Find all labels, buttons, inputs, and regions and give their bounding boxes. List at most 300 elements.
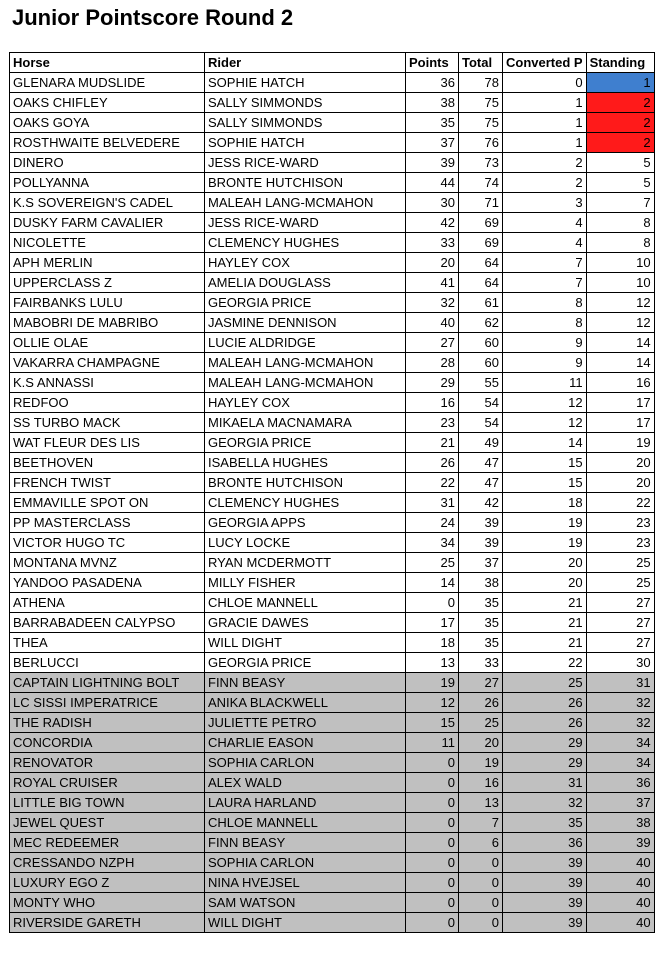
- horse-cell: OLLIE OLAE: [10, 333, 205, 353]
- standing-cell: 32: [586, 693, 654, 713]
- table-row: [10, 293, 655, 313]
- column-header-total: Total: [459, 53, 503, 73]
- points-cell: 36: [406, 73, 459, 93]
- table-row: [10, 393, 655, 413]
- points-cell: 25: [406, 553, 459, 573]
- rider-cell: FINN BEASY: [205, 833, 406, 853]
- horse-cell: MEC REDEEMER: [10, 833, 205, 853]
- points-cell: 0: [406, 873, 459, 893]
- converted-cell: 9: [503, 333, 587, 353]
- table-row: [10, 593, 655, 613]
- table-row: [10, 873, 655, 893]
- total-cell: 0: [459, 913, 503, 933]
- results-table: [9, 52, 655, 933]
- rider-cell: CHLOE MANNELL: [205, 593, 406, 613]
- rider-cell: BRONTE HUTCHISON: [205, 173, 406, 193]
- rider-cell: GEORGIA PRICE: [205, 653, 406, 673]
- table-row: [10, 733, 655, 753]
- total-cell: 6: [459, 833, 503, 853]
- column-header-rider: Rider: [205, 53, 406, 73]
- standing-cell: 23: [586, 513, 654, 533]
- horse-cell: CAPTAIN LIGHTNING BOLT: [10, 673, 205, 693]
- horse-cell: WAT FLEUR DES LIS: [10, 433, 205, 453]
- horse-cell: MONTY WHO: [10, 893, 205, 913]
- total-cell: 76: [459, 133, 503, 153]
- points-cell: 0: [406, 833, 459, 853]
- converted-cell: 20: [503, 553, 587, 573]
- standing-cell: 34: [586, 733, 654, 753]
- standing-cell: 27: [586, 613, 654, 633]
- standing-cell: 2: [586, 93, 654, 113]
- points-cell: 0: [406, 893, 459, 913]
- rider-cell: CLEMENCY HUGHES: [205, 233, 406, 253]
- standing-cell: 40: [586, 913, 654, 933]
- rider-cell: RYAN MCDERMOTT: [205, 553, 406, 573]
- rider-cell: JASMINE DENNISON: [205, 313, 406, 333]
- total-cell: 35: [459, 613, 503, 633]
- horse-cell: OAKS CHIFLEY: [10, 93, 205, 113]
- converted-cell: 22: [503, 653, 587, 673]
- converted-cell: 1: [503, 133, 587, 153]
- converted-cell: 2: [503, 173, 587, 193]
- horse-cell: RIVERSIDE GARETH: [10, 913, 205, 933]
- horse-cell: MABOBRI DE MABRIBO: [10, 313, 205, 333]
- total-cell: 39: [459, 513, 503, 533]
- standing-cell: 10: [586, 273, 654, 293]
- horse-cell: EMMAVILLE SPOT ON: [10, 493, 205, 513]
- converted-cell: 39: [503, 873, 587, 893]
- total-cell: 16: [459, 773, 503, 793]
- total-cell: 39: [459, 533, 503, 553]
- converted-cell: 19: [503, 533, 587, 553]
- table-row: [10, 653, 655, 673]
- column-header-converted: Converted P: [503, 53, 587, 73]
- converted-cell: 39: [503, 853, 587, 873]
- points-cell: 35: [406, 113, 459, 133]
- points-cell: 0: [406, 813, 459, 833]
- horse-cell: FAIRBANKS LULU: [10, 293, 205, 313]
- points-cell: 44: [406, 173, 459, 193]
- rider-cell: SOPHIE HATCH: [205, 73, 406, 93]
- converted-cell: 26: [503, 693, 587, 713]
- table-row: [10, 373, 655, 393]
- rider-cell: JULIETTE PETRO: [205, 713, 406, 733]
- standing-cell: 7: [586, 193, 654, 213]
- total-cell: 35: [459, 593, 503, 613]
- table-row: [10, 433, 655, 453]
- rider-cell: GEORGIA PRICE: [205, 293, 406, 313]
- total-cell: 42: [459, 493, 503, 513]
- table-row: [10, 193, 655, 213]
- header-row: [10, 53, 655, 73]
- table-row: [10, 233, 655, 253]
- standing-cell: 25: [586, 573, 654, 593]
- horse-cell: VICTOR HUGO TC: [10, 533, 205, 553]
- standing-cell: 1: [586, 73, 654, 93]
- rider-cell: ALEX WALD: [205, 773, 406, 793]
- standing-cell: 10: [586, 253, 654, 273]
- table-row: [10, 493, 655, 513]
- table-row: [10, 213, 655, 233]
- table-row: [10, 893, 655, 913]
- horse-cell: POLLYANNA: [10, 173, 205, 193]
- standing-cell: 5: [586, 153, 654, 173]
- table-row: [10, 93, 655, 113]
- standing-cell: 27: [586, 593, 654, 613]
- rider-cell: ISABELLA HUGHES: [205, 453, 406, 473]
- horse-cell: FRENCH TWIST: [10, 473, 205, 493]
- total-cell: 69: [459, 213, 503, 233]
- table-row: [10, 273, 655, 293]
- table-row: [10, 113, 655, 133]
- standing-cell: 14: [586, 333, 654, 353]
- points-cell: 33: [406, 233, 459, 253]
- total-cell: 26: [459, 693, 503, 713]
- table-row: [10, 333, 655, 353]
- total-cell: 71: [459, 193, 503, 213]
- total-cell: 64: [459, 273, 503, 293]
- rider-cell: GEORGIA PRICE: [205, 433, 406, 453]
- rider-cell: JESS RICE-WARD: [205, 213, 406, 233]
- rider-cell: GRACIE DAWES: [205, 613, 406, 633]
- table-row: [10, 413, 655, 433]
- table-row: [10, 853, 655, 873]
- horse-cell: LUXURY EGO Z: [10, 873, 205, 893]
- converted-cell: 21: [503, 613, 587, 633]
- horse-cell: REDFOO: [10, 393, 205, 413]
- points-cell: 27: [406, 333, 459, 353]
- table-row: [10, 633, 655, 653]
- rider-cell: HAYLEY COX: [205, 393, 406, 413]
- points-cell: 20: [406, 253, 459, 273]
- rider-cell: AMELIA DOUGLASS: [205, 273, 406, 293]
- horse-cell: PP MASTERCLASS: [10, 513, 205, 533]
- standing-cell: 30: [586, 653, 654, 673]
- converted-cell: 39: [503, 913, 587, 933]
- converted-cell: 29: [503, 753, 587, 773]
- converted-cell: 12: [503, 393, 587, 413]
- points-cell: 16: [406, 393, 459, 413]
- points-cell: 32: [406, 293, 459, 313]
- converted-cell: 35: [503, 813, 587, 833]
- converted-cell: 3: [503, 193, 587, 213]
- points-cell: 15: [406, 713, 459, 733]
- total-cell: 55: [459, 373, 503, 393]
- horse-cell: RENOVATOR: [10, 753, 205, 773]
- page-title: Junior Pointscore Round 2: [12, 5, 294, 30]
- rider-cell: WILL DIGHT: [205, 633, 406, 653]
- table-row: [10, 353, 655, 373]
- table-row: [10, 833, 655, 853]
- rider-cell: CLEMENCY HUGHES: [205, 493, 406, 513]
- points-cell: 38: [406, 93, 459, 113]
- converted-cell: 19: [503, 513, 587, 533]
- total-cell: 0: [459, 853, 503, 873]
- converted-cell: 20: [503, 573, 587, 593]
- table-row: [10, 253, 655, 273]
- total-cell: 73: [459, 153, 503, 173]
- points-cell: 28: [406, 353, 459, 373]
- points-cell: 0: [406, 773, 459, 793]
- points-cell: 37: [406, 133, 459, 153]
- horse-cell: JEWEL QUEST: [10, 813, 205, 833]
- horse-cell: BERLUCCI: [10, 653, 205, 673]
- total-cell: 27: [459, 673, 503, 693]
- converted-cell: 21: [503, 593, 587, 613]
- points-cell: 12: [406, 693, 459, 713]
- rider-cell: HAYLEY COX: [205, 253, 406, 273]
- standing-cell: 17: [586, 413, 654, 433]
- converted-cell: 11: [503, 373, 587, 393]
- points-cell: 34: [406, 533, 459, 553]
- standing-cell: 31: [586, 673, 654, 693]
- horse-cell: K.S ANNASSI: [10, 373, 205, 393]
- horse-cell: VAKARRA CHAMPAGNE: [10, 353, 205, 373]
- converted-cell: 12: [503, 413, 587, 433]
- standing-cell: 40: [586, 893, 654, 913]
- points-cell: 31: [406, 493, 459, 513]
- horse-cell: K.S SOVEREIGN'S CADEL: [10, 193, 205, 213]
- points-cell: 14: [406, 573, 459, 593]
- rider-cell: MALEAH LANG-MCMAHON: [205, 373, 406, 393]
- rider-cell: BRONTE HUTCHISON: [205, 473, 406, 493]
- horse-cell: SS TURBO MACK: [10, 413, 205, 433]
- table-row: [10, 913, 655, 933]
- total-cell: 54: [459, 393, 503, 413]
- converted-cell: 14: [503, 433, 587, 453]
- rider-cell: ANIKA BLACKWELL: [205, 693, 406, 713]
- rider-cell: FINN BEASY: [205, 673, 406, 693]
- horse-cell: MONTANA MVNZ: [10, 553, 205, 573]
- converted-cell: 2: [503, 153, 587, 173]
- points-cell: 0: [406, 913, 459, 933]
- total-cell: 60: [459, 333, 503, 353]
- points-cell: 0: [406, 793, 459, 813]
- standing-cell: 2: [586, 133, 654, 153]
- converted-cell: 1: [503, 93, 587, 113]
- standing-cell: 40: [586, 873, 654, 893]
- table-row: [10, 173, 655, 193]
- standing-cell: 32: [586, 713, 654, 733]
- converted-cell: 4: [503, 233, 587, 253]
- horse-cell: DUSKY FARM CAVALIER: [10, 213, 205, 233]
- converted-cell: 8: [503, 313, 587, 333]
- converted-cell: 36: [503, 833, 587, 853]
- rider-cell: LUCIE ALDRIDGE: [205, 333, 406, 353]
- rider-cell: LUCY LOCKE: [205, 533, 406, 553]
- total-cell: 0: [459, 873, 503, 893]
- standing-cell: 38: [586, 813, 654, 833]
- points-cell: 21: [406, 433, 459, 453]
- converted-cell: 15: [503, 473, 587, 493]
- rider-cell: SALLY SIMMONDS: [205, 93, 406, 113]
- standing-cell: 39: [586, 833, 654, 853]
- total-cell: 37: [459, 553, 503, 573]
- horse-cell: THEA: [10, 633, 205, 653]
- rider-cell: MIKAELA MACNAMARA: [205, 413, 406, 433]
- standing-cell: 27: [586, 633, 654, 653]
- horse-cell: BARRABADEEN CALYPSO: [10, 613, 205, 633]
- rider-cell: MALEAH LANG-MCMAHON: [205, 193, 406, 213]
- rider-cell: LAURA HARLAND: [205, 793, 406, 813]
- standing-cell: 8: [586, 213, 654, 233]
- converted-cell: 7: [503, 273, 587, 293]
- standing-cell: 20: [586, 453, 654, 473]
- table-row: [10, 513, 655, 533]
- rider-cell: CHARLIE EASON: [205, 733, 406, 753]
- horse-cell: ROYAL CRUISER: [10, 773, 205, 793]
- points-cell: 29: [406, 373, 459, 393]
- total-cell: 49: [459, 433, 503, 453]
- total-cell: 35: [459, 633, 503, 653]
- converted-cell: 31: [503, 773, 587, 793]
- standing-cell: 8: [586, 233, 654, 253]
- converted-cell: 15: [503, 453, 587, 473]
- standing-cell: 19: [586, 433, 654, 453]
- rider-cell: SOPHIA CARLON: [205, 853, 406, 873]
- standing-cell: 23: [586, 533, 654, 553]
- rider-cell: MILLY FISHER: [205, 573, 406, 593]
- horse-cell: YANDOO PASADENA: [10, 573, 205, 593]
- points-cell: 42: [406, 213, 459, 233]
- rider-cell: CHLOE MANNELL: [205, 813, 406, 833]
- rider-cell: SALLY SIMMONDS: [205, 113, 406, 133]
- column-header-horse: Horse: [10, 53, 205, 73]
- table-row: [10, 533, 655, 553]
- horse-cell: ROSTHWAITE BELVEDERE: [10, 133, 205, 153]
- points-cell: 17: [406, 613, 459, 633]
- converted-cell: 25: [503, 673, 587, 693]
- rider-cell: MALEAH LANG-MCMAHON: [205, 353, 406, 373]
- table-row: [10, 473, 655, 493]
- table-row: [10, 693, 655, 713]
- standing-cell: 17: [586, 393, 654, 413]
- points-cell: 0: [406, 753, 459, 773]
- rider-cell: WILL DIGHT: [205, 913, 406, 933]
- horse-cell: BEETHOVEN: [10, 453, 205, 473]
- points-cell: 11: [406, 733, 459, 753]
- table-row: [10, 793, 655, 813]
- points-cell: 13: [406, 653, 459, 673]
- table-row: [10, 813, 655, 833]
- points-cell: 39: [406, 153, 459, 173]
- points-cell: 0: [406, 853, 459, 873]
- rider-cell: JESS RICE-WARD: [205, 153, 406, 173]
- total-cell: 69: [459, 233, 503, 253]
- horse-cell: UPPERCLASS Z: [10, 273, 205, 293]
- horse-cell: THE RADISH: [10, 713, 205, 733]
- points-cell: 0: [406, 593, 459, 613]
- total-cell: 60: [459, 353, 503, 373]
- table-row: [10, 613, 655, 633]
- standing-cell: 37: [586, 793, 654, 813]
- converted-cell: 0: [503, 73, 587, 93]
- rider-cell: SAM WATSON: [205, 893, 406, 913]
- total-cell: 25: [459, 713, 503, 733]
- standing-cell: 14: [586, 353, 654, 373]
- table-row: [10, 553, 655, 573]
- total-cell: 0: [459, 893, 503, 913]
- standing-cell: 22: [586, 493, 654, 513]
- total-cell: 61: [459, 293, 503, 313]
- converted-cell: 4: [503, 213, 587, 233]
- total-cell: 74: [459, 173, 503, 193]
- converted-cell: 8: [503, 293, 587, 313]
- total-cell: 47: [459, 453, 503, 473]
- total-cell: 62: [459, 313, 503, 333]
- table-row: [10, 313, 655, 333]
- table-row: [10, 773, 655, 793]
- converted-cell: 39: [503, 893, 587, 913]
- total-cell: 75: [459, 93, 503, 113]
- standing-cell: 25: [586, 553, 654, 573]
- rider-cell: NINA HVEJSEL: [205, 873, 406, 893]
- standing-cell: 5: [586, 173, 654, 193]
- points-cell: 22: [406, 473, 459, 493]
- horse-cell: CONCORDIA: [10, 733, 205, 753]
- rider-cell: SOPHIE HATCH: [205, 133, 406, 153]
- points-cell: 40: [406, 313, 459, 333]
- standing-cell: 12: [586, 293, 654, 313]
- table-row: [10, 133, 655, 153]
- total-cell: 33: [459, 653, 503, 673]
- total-cell: 47: [459, 473, 503, 493]
- total-cell: 20: [459, 733, 503, 753]
- points-cell: 30: [406, 193, 459, 213]
- total-cell: 7: [459, 813, 503, 833]
- converted-cell: 26: [503, 713, 587, 733]
- standing-cell: 34: [586, 753, 654, 773]
- horse-cell: OAKS GOYA: [10, 113, 205, 133]
- table-row: [10, 573, 655, 593]
- standing-cell: 16: [586, 373, 654, 393]
- total-cell: 19: [459, 753, 503, 773]
- converted-cell: 7: [503, 253, 587, 273]
- standing-cell: 40: [586, 853, 654, 873]
- column-header-points: Points: [406, 53, 459, 73]
- horse-cell: NICOLETTE: [10, 233, 205, 253]
- horse-cell: ATHENA: [10, 593, 205, 613]
- total-cell: 38: [459, 573, 503, 593]
- standing-cell: 2: [586, 113, 654, 133]
- converted-cell: 9: [503, 353, 587, 373]
- horse-cell: CRESSANDO NZPH: [10, 853, 205, 873]
- converted-cell: 18: [503, 493, 587, 513]
- standing-cell: 20: [586, 473, 654, 493]
- horse-cell: LC SISSI IMPERATRICE: [10, 693, 205, 713]
- standing-cell: 12: [586, 313, 654, 333]
- horse-cell: APH MERLIN: [10, 253, 205, 273]
- total-cell: 13: [459, 793, 503, 813]
- converted-cell: 32: [503, 793, 587, 813]
- table-row: [10, 673, 655, 693]
- table-row: [10, 713, 655, 733]
- horse-cell: DINERO: [10, 153, 205, 173]
- converted-cell: 21: [503, 633, 587, 653]
- points-cell: 41: [406, 273, 459, 293]
- points-cell: 18: [406, 633, 459, 653]
- total-cell: 64: [459, 253, 503, 273]
- converted-cell: 1: [503, 113, 587, 133]
- total-cell: 78: [459, 73, 503, 93]
- total-cell: 75: [459, 113, 503, 133]
- points-cell: 19: [406, 673, 459, 693]
- points-cell: 26: [406, 453, 459, 473]
- column-header-standing: Standing: [586, 53, 654, 73]
- horse-cell: LITTLE BIG TOWN: [10, 793, 205, 813]
- table-row: [10, 753, 655, 773]
- table-row: [10, 453, 655, 473]
